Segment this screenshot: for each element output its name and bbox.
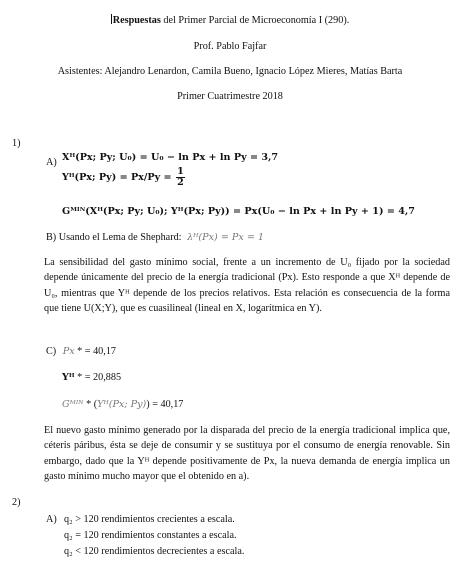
equation-gmin: Gᴹᴵᴺ(Xᴴ(Px; Py; U₀); Yᴴ(Px; Py)) = Px(U₀ − ln Px + ln Py + 1) = 4,7 (62, 206, 415, 217)
document-title (0, 14, 460, 28)
returns-increasing: q₂ > 120 rendimientos crecientes a escala. (64, 514, 235, 525)
equation-y-hicksian (62, 167, 185, 188)
q2-part-a-label: A) (46, 514, 57, 525)
assistants-line: Asistentes: Alejandro Lenardon, Camila Bueno, Ignacio López Mieres, Matías Barta (57, 66, 403, 77)
fraction-numerator: 1 (177, 166, 184, 177)
gmin-value: ) = 40,17 (146, 399, 184, 410)
title-rest: del Primer Parcial de Microeconomía I (290). (160, 15, 350, 26)
q1-part-a-label: A) (46, 157, 57, 168)
paragraph-sensitivity: La sensibilidad del gasto mínimo social, frente a un incremento de U₀ fijado por la sociedad depende únicamente del precio de la energía tradicional (Px). Esto responde a que Xᴴ depende de U₀, mientras que Yᴴ depende de los precios relativos. Esta relación es consecuencia de la forma que tiene U(X;Y), que es cuasilineal (lineal en X, logarítmica en Y). (44, 257, 450, 315)
part-b-text: B) Usando el Lema de Shephard: (46, 232, 182, 243)
title-bold: Respuestas (112, 15, 161, 26)
question-2-number: 2) (12, 497, 21, 508)
term-line: Primer Cuatrimestre 2018 (177, 91, 283, 102)
shephard-equation: λᴴ(Px) = Px = 1 (187, 232, 265, 243)
px-value: * = 40,17 (74, 346, 117, 357)
yh-symbol: Yᴴ (62, 372, 75, 383)
question-1-number: 1) (12, 138, 21, 149)
gmin-inner: Yᴴ(Px; Py) (97, 399, 147, 410)
part-c-label: C) (46, 346, 57, 357)
returns-decreasing: q₂ < 120 rendimientos decrecientes a escala. (64, 546, 245, 557)
q1-part-b (46, 232, 264, 245)
fraction-denominator: 2 (177, 177, 184, 188)
gmin-mid: * ( (83, 399, 98, 410)
px-symbol: Px (62, 346, 75, 357)
fraction (176, 167, 185, 188)
q1-part-c-px (46, 346, 116, 359)
yh-value: * = 20,885 (74, 372, 122, 383)
gmin-symbol: Gᴹᴵᴺ (62, 399, 84, 410)
q1-part-c-yh (62, 372, 121, 385)
paragraph-new-expenditure: El nuevo gasto mínimo generado por la disparada del precio de la energía tradicional implica que, céteris páribus, ésta se deje de consumir y se sustituya por el consumo de energía renovable. Sin embargo, dado que la Yᴴ depende positivamente de Px, la nueva demanda de energía implica un gasto mínimo mucho mayor que el obtenido en a). (44, 425, 450, 483)
q1-part-c-gmin (62, 399, 183, 412)
text-cursor (111, 14, 112, 24)
equation-y-lhs: Yᴴ(Px; Py) = Px/Py = (62, 171, 172, 183)
returns-constant: q₂ = 120 rendimientos constantes a escala. (64, 530, 237, 541)
equation-x-hicksian: Xᴴ(Px; Py; U₀) = U₀ − ln Px + ln Py = 3,7 (62, 152, 279, 163)
professor-line: Prof. Pablo Fajfar (193, 41, 267, 52)
